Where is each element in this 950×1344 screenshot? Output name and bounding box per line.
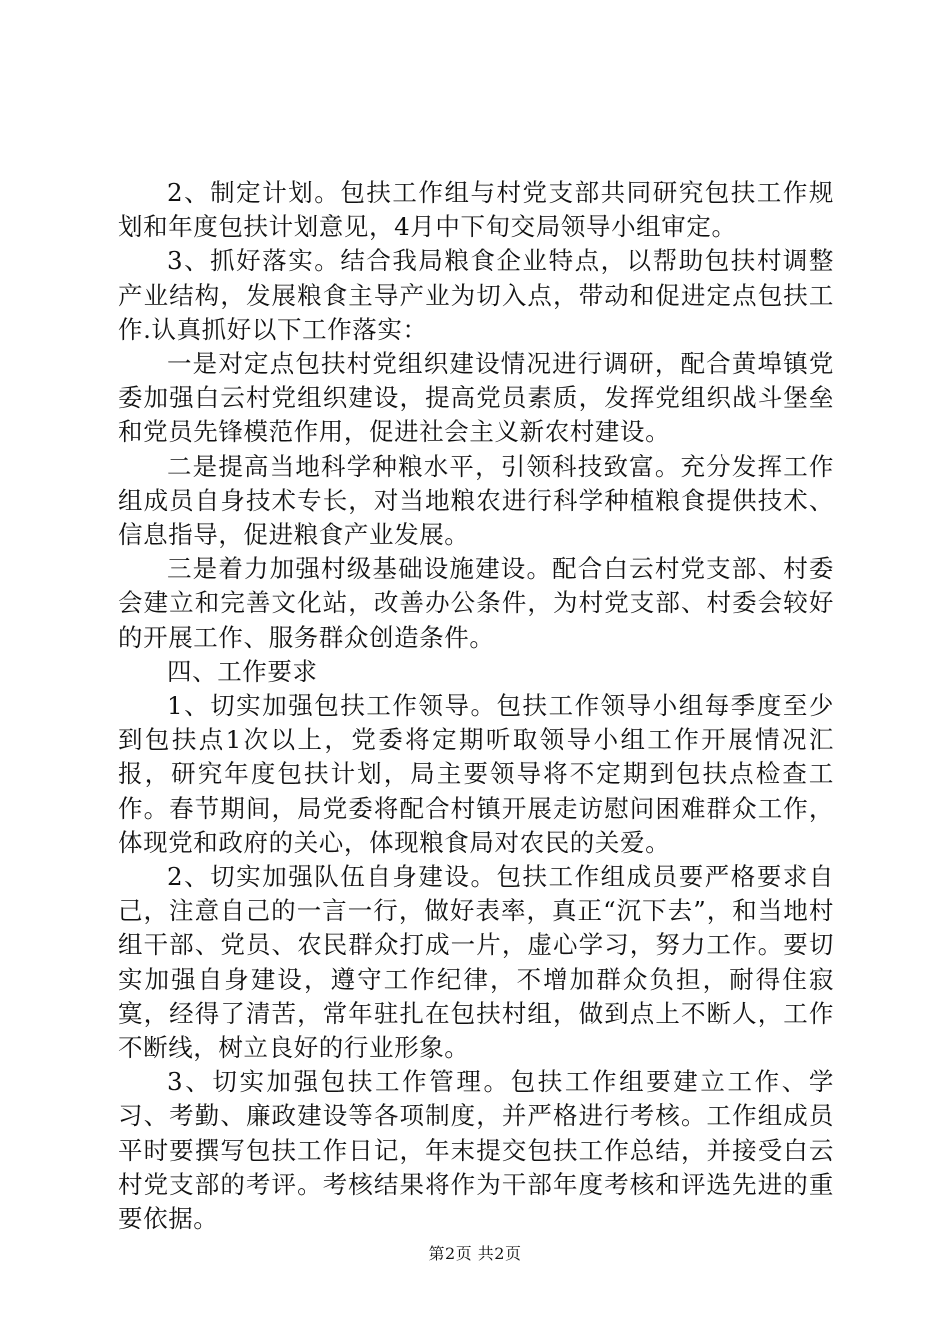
paragraph-plan: 2、制定计划。包扶工作组与村党支部共同研究包扶工作规划和年度包扶计划意见，4月中下旬交局领导小组审定。 — [118, 178, 834, 242]
paragraph-item-two: 二是提高当地科学种粮水平，引领科技致富。充分发挥工作组成员自身技术专长，对当地粮农进行科学种植粮食提供技术、信息指导，促进粮食产业发展。 — [118, 451, 834, 550]
paragraph-requirement-management: 3、切实加强包扶工作管理。包扶工作组要建立工作、学习、考勤、廉政建设等各项制度，并严格进行考核。工作组成员平时要撰写包扶工作日记，年末提交包扶工作总结，并接受白云村党支部的考评。考核结果将作为干部年度考核和评选先进的重要依据。 — [118, 1067, 834, 1234]
paragraph-requirement-team: 2、切实加强队伍自身建设。包扶工作组成员要严格要求自己，注意自己的一言一行，做好表率，真正“沉下去”，和当地村组干部、党员、农民群众打成一片，虚心学习，努力工作。要切实加强自身建设，遵守工作纪律，不增加群众负担，耐得住寂寞，经得了清苦，常年驻扎在包扶村组，做到点上不断人，工作不断线，树立良好的行业形象。 — [118, 862, 834, 1063]
paragraph-item-three: 三是着力加强村级基础设施建设。配合白云村党支部、村委会建立和完善文化站，改善办公条件，为村党支部、村委会较好的开展工作、服务群众创造条件。 — [118, 554, 834, 652]
paragraph-implementation: 3、抓好落实。结合我局粮食企业特点，以帮助包扶村调整产业结构，发展粮食主导产业为切入点，带动和促进定点包扶工作.认真抓好以下工作落实： — [118, 246, 834, 344]
page-footer: 第2页 共2页 — [428, 1244, 522, 1263]
paragraph-item-one: 一是对定点包扶村党组织建设情况进行调研，配合黄埠镇党委加强白云村党组织建设，提高党员素质，发挥党组织战斗堡垒和党员先锋模范作用，促进社会主义新农村建设。 — [118, 349, 834, 447]
paragraph-requirement-leadership: 1、切实加强包扶工作领导。包扶工作领导小组每季度至少到包扶点1次以上，党委将定期听取领导小组工作开展情况汇报，研究年度包扶计划，局主要领导将不定期到包扶点检查工作。春节期间，局党委将配合村镇开展走访慰问困难群众工作，体现党和政府的关心，体现粮食局对农民的关爱。 — [118, 691, 834, 857]
section-heading-requirements: 四、工作要求 — [167, 656, 318, 686]
document-body — [118, 176, 834, 1236]
